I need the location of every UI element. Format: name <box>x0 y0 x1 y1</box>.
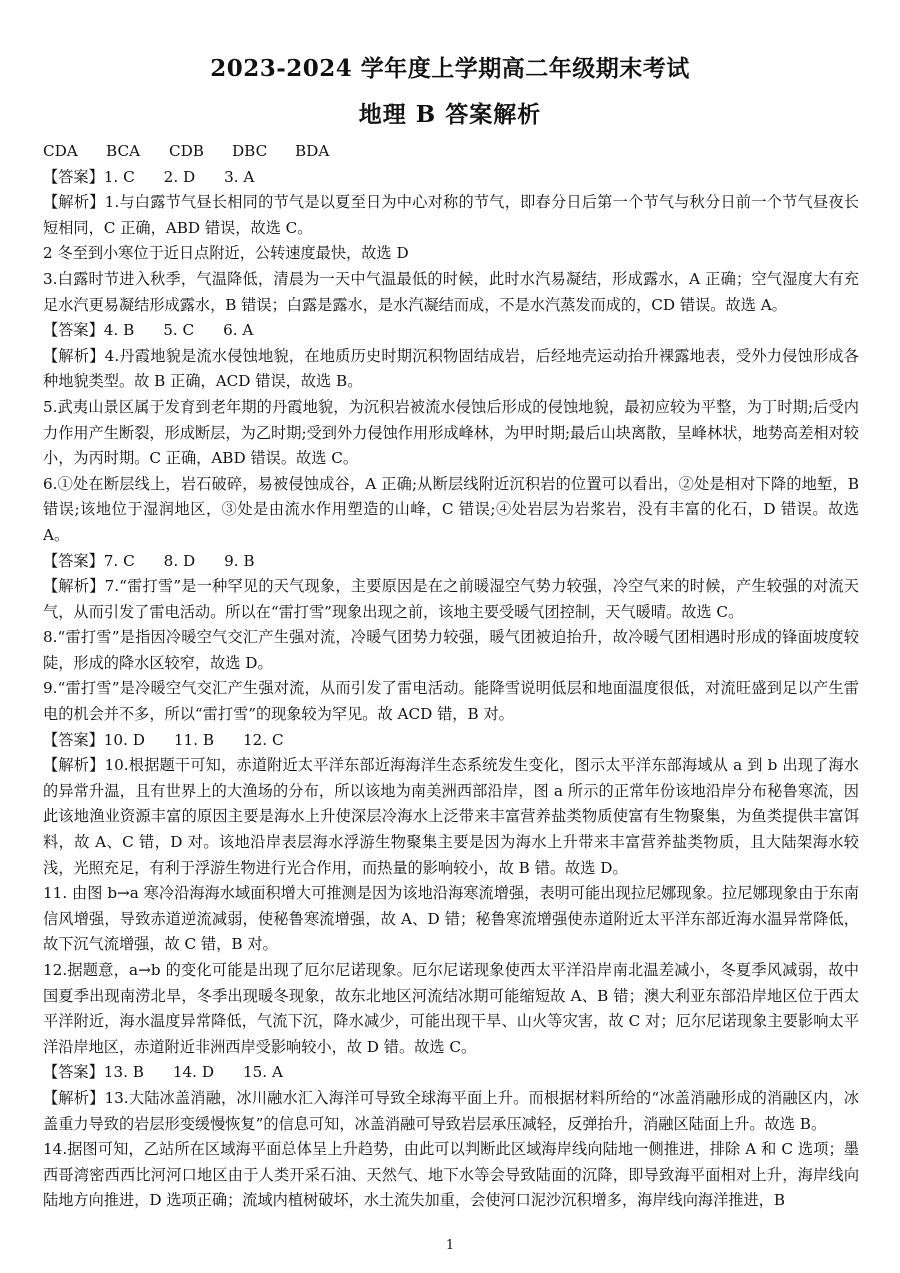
explanation-paragraph: 14.据图可知，乙站所在区域海平面总体呈上升趋势，由此可以判断此区域海岸线向陆地一侧推进，排除 A 和 C 选项；墨西哥湾密西西比河河口地区由于人类开采石油、天然气、地下水等会导致陆面的沉降，即导致海平面相对上升，海岸线向陆地方向推进，D 选项正确；流域内植树破坏，水土流失加重，会使河口泥沙沉积增多，海岸线向海洋推进，B <box>43 1140 859 1210</box>
answer-key-group: BDA <box>295 142 330 160</box>
answer-key-group: CDA <box>43 142 78 160</box>
exam-subtitle: 地理 B 答案解析 <box>358 101 542 128</box>
answer-key-group: DBC <box>232 142 268 160</box>
answer-content <box>43 139 859 1214</box>
answer-line: 【答案】13. B 14. D 15. A <box>43 1063 283 1082</box>
answer-key-group: BCA <box>106 142 141 160</box>
answer-line: 【答案】7. C 8. D 9. B <box>43 551 255 570</box>
explanation-paragraph: 【解析】4.丹霞地貌是流水侵蚀地貌，在地质历史时期沉积物固结成岩，后经地壳运动抬升裸露地表，受外力侵蚀形成各种地貌类型。故 B 正确，ACD 错误，故选 B。 <box>43 346 859 391</box>
exam-title: 2023-2024 学年度上学期高二年级期末考试 <box>210 55 690 82</box>
answer-key-row <box>43 139 859 165</box>
explanation-paragraph: 2 冬至到小寒位于近日点附近，公转速度最快，故选 D <box>43 244 409 263</box>
answer-key-group: CDB <box>169 142 204 160</box>
answer-line: 【答案】4. B 5. C 6. A <box>43 321 254 340</box>
explanation-paragraph: 9.“雷打雪”是冷暖空气交汇产生强对流，从而引发了雷电活动。能降雪说明低层和地面温度很低，对流旺盛到足以产生雷电的机会并不多，所以“雷打雪”的现象较为罕见。故 ACD 错，B 对。 <box>43 679 859 724</box>
explanation-paragraph: 【解析】13.大陆冰盖消融，冰川融水汇入海洋可导致全球海平面上升。而根据材料所给的“冰盖消融形成的消融区内，冰盖重力导致的岩层形变缓慢恢复”的信息可知，冰盖消融可导致岩层承压减轻，反弹抬升，消融区陆面上升。故选 B。 <box>43 1088 859 1133</box>
answer-line: 【答案】10. D 11. B 12. C <box>43 730 284 749</box>
explanation-paragraph: 【解析】1.与白露节气昼长相同的节气是以夏至日为中心对称的节气，即春分日后第一个节气与秋分日前一个节气昼夜长短相同，C 正确，ABD 错误，故选 C。 <box>43 193 859 237</box>
explanation-paragraph: 【解析】7.“雷打雪”是一种罕见的天气现象，主要原因是在之前暖湿空气势力较强，冷空气来的时候，产生较强的对流天气，从而引发了雷电活动。所以在“雷打雪”现象出现之前，该地主要受暖气团控制，天气暖晴。故选 C。 <box>43 577 859 621</box>
explanation-paragraph: 8.“雷打雪”是指因冷暖空气交汇产生强对流，冷暖气团势力较强，暖气团被迫抬升，故冷暖气团相遇时形成的锋面坡度较陡，形成的降水区较窄，故选 D。 <box>43 628 859 672</box>
explanation-paragraph: 【解析】10.根据题干可知，赤道附近太平洋东部近海海洋生态系统发生变化，图示太平洋东部海域从 a 到 b 出现了海水的异常升温，且有世界上的大渔场的分布，所以该地为南美洲西部沿岸，图 a 所示的正常年份该地沿岸分布秘鲁寒流，因此该地渔业资源丰富的原因主要是海水上升使深层冷海水上泛带来丰富营养盐类物质使富有生物聚集，为鱼类提供丰富饵料，故 A、C 错，D 对。该地沿岸表层海水浮游生物聚集主要是因为海水上升带来丰富营养盐类物质，且大陆架海水较浅，光照充足，有利于浮游生物进行光合作用，而热量的影响较小，故 B 错。故选 D。 <box>43 756 859 877</box>
explanation-paragraph: 12.据题意，a→b 的变化可能是出现了厄尔尼诺现象。厄尔尼诺现象使西太平洋沿岸南北温差减小，冬夏季风减弱，故中国夏季出现南涝北旱，冬季出现暖冬现象，故东北地区河流结冰期可能缩短故 A、B 错；澳大利亚东部沿岸地区位于西太平洋附近，海水温度异常降低，气流下沉，降水减少，可能出现干旱、山火等灾害，故 C 对；厄尔尼诺现象主要影响太平洋沿岸地区，赤道附近非洲西岸受影响较小，故 D 错。故选 C。 <box>43 961 859 1056</box>
explanation-paragraph: 5.武夷山景区属于发育到老年期的丹霞地貌，为沉积岩被流水侵蚀后形成的侵蚀地貌，最初应较为平整，为丁时期;后受内力作用产生断裂，形成断层，为乙时期;受到外力侵蚀作用形成峰林，为甲时期;最后山块离散，呈峰林状，地势高差相对较小，为丙时期。C 正确，ABD 错误。故选 C。 <box>43 397 859 468</box>
explanation-paragraph: 11. 由图 b→a 寒冷沿海海水域面积增大可推测是因为该地沿海寒流增强，表明可能出现拉尼娜现象。拉尼娜现象由于东南信风增强，导致赤道逆流减弱，使秘鲁寒流增强，故 A、D 错；秘鲁寒流增强使赤道附近太平洋东部近海水温异常降低，故下沉气流增强，故 C 错，B 对。 <box>43 884 859 954</box>
page-number: 1 <box>445 1238 455 1253</box>
explanation-paragraph: 3.白露时节进入秋季，气温降低，清晨为一天中气温最低的时候，此时水汽易凝结，形成露水，A 正确；空气湿度大有充足水汽更易凝结形成露水，B 错误；白露是露水，是水汽凝结而成，不是水汽蒸发而成的，CD 错误。故选 A。 <box>43 269 859 314</box>
answer-line: 【答案】1. C 2. D 3. A <box>43 167 255 186</box>
explanation-paragraph: 6.①处在断层线上，岩石破碎，易被侵蚀成谷，A 正确;从断层线附近沉积岩的位置可以看出，②处是相对下降的地堑，B 错误;该地位于湿润地区，③处是由流水作用塑造的山峰，C 错误;④处岩层为岩浆岩，没有丰富的化石，D 错误。故选 A。 <box>43 474 859 544</box>
